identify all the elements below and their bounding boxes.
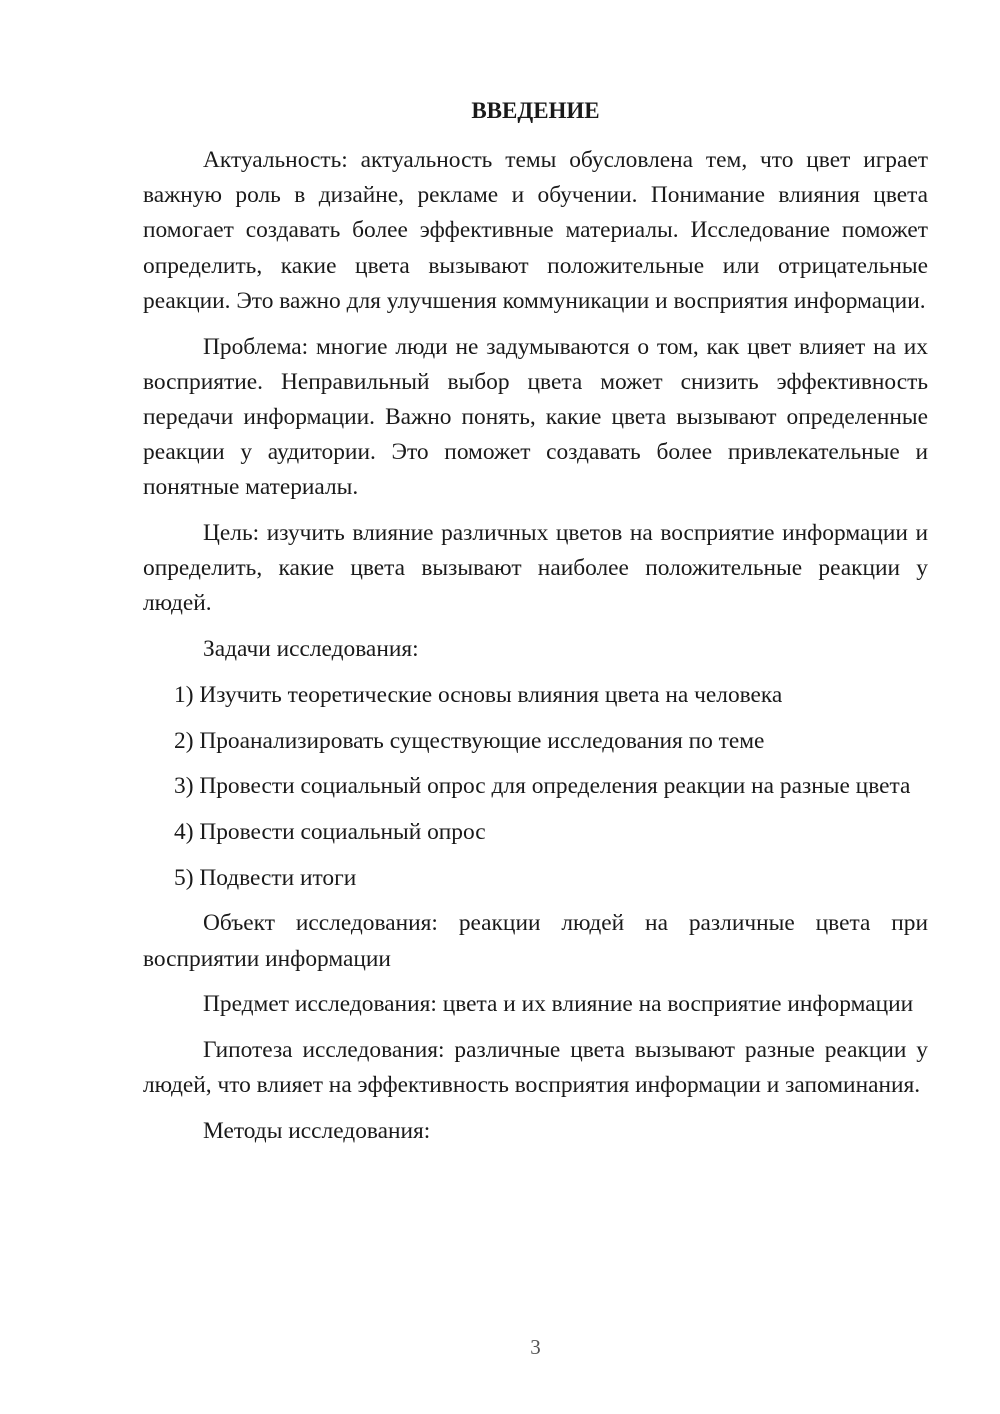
document-page [143, 0, 928, 1414]
object-paragraph: Объект исследования: реакции людей на различные цвета при восприятии информации [143, 910, 928, 972]
page-title: ВВЕДЕНИЕ [471, 98, 600, 123]
task-item-2: 2) Проанализировать существующие исследования по теме [174, 727, 765, 754]
task-item-3: 3) Провести социальный опрос для определения реакции на разные цвета [174, 773, 911, 800]
task-item-4: 4) Провести социальный опрос [174, 818, 486, 845]
page-number: 3 [530, 1335, 541, 1359]
document-body [143, 143, 928, 1160]
goal-paragraph: Цель: изучить влияние различных цветов на восприятие информации и определить, какие цвета вызывают наиболее положительные реакции у людей. [143, 520, 928, 617]
tasks-heading: Задачи исследования: [203, 636, 419, 663]
subject-paragraph: Предмет исследования: цвета и их влияние на восприятие информации [203, 991, 914, 1018]
hypothesis-paragraph: Гипотеза исследования: различные цвета вызывают разные реакции у людей, что влияет на эффективность восприятия информации и запоминания. [143, 1036, 928, 1099]
relevance-paragraph: Актуальность: актуальность темы обусловлена тем, что цвет играет важную роль в дизайне, рекламе и обучении. Понимание влияния цвета помогает создавать более эффективные материалы. Исследование поможет определить, какие цвета вызывают положительные или отрицательные реакции. Это важно для улучшения коммуникации и восприятия информации. [143, 147, 928, 314]
methods-heading: Методы исследования: [203, 1117, 431, 1144]
task-item-1: 1) Изучить теоретические основы влияния цвета на человека [174, 681, 783, 708]
task-item-5: 5) Подвести итоги [174, 864, 357, 891]
problem-paragraph: Проблема: многие люди не задумываются о том, как цвет влияет на их восприятие. Неправильный выбор цвета может снизить эффективность передачи информации. Важно понять, какие цвета вызывают определенные реакции у аудитории. Это поможет создавать более привлекательные и понятные материалы. [143, 333, 928, 501]
